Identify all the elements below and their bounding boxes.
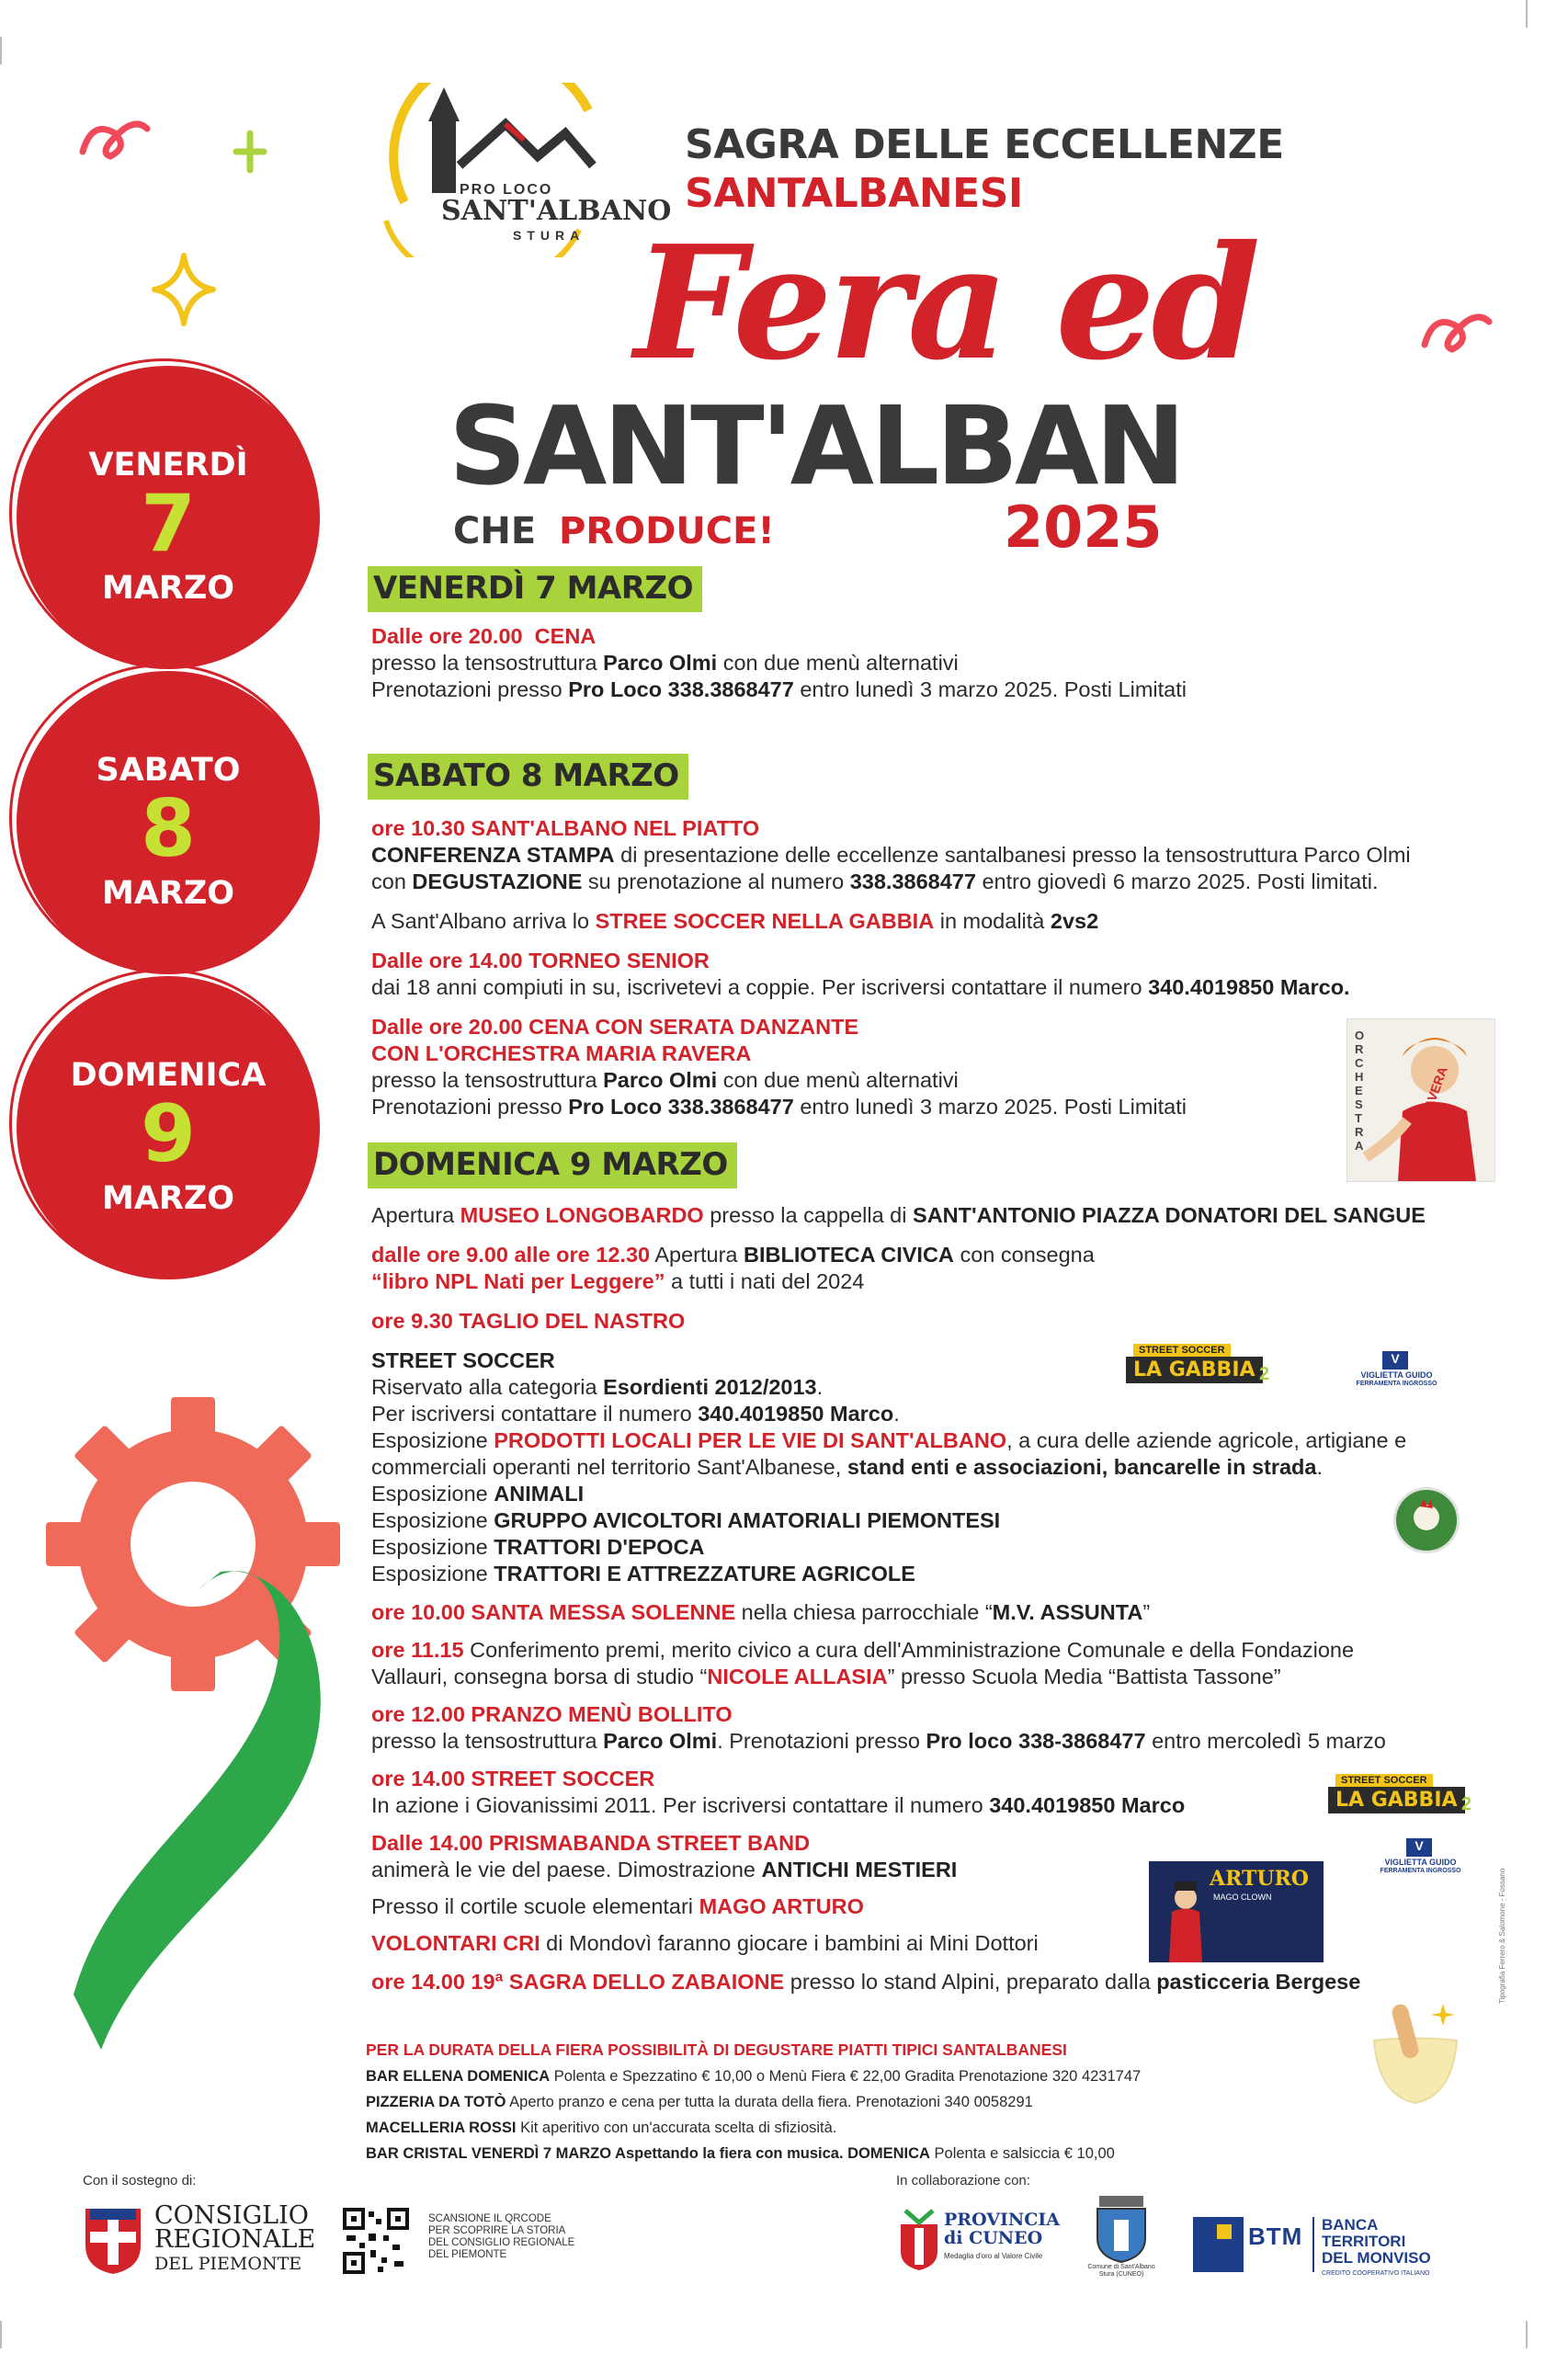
comune-text: Comune di Sant'Albano Stura (CUNEO)	[1087, 2264, 1155, 2278]
sunday-line: ore 14.00 19ª SAGRA DELLO ZABAIONE presso lo stand Alpini, preparato dalla pasticceria Bergese	[371, 1970, 1361, 1994]
squiggle-icon	[74, 110, 156, 175]
sunday-line: Esposizione ANIMALI	[371, 1482, 585, 1506]
sunday-line: Apertura MUSEO LONGOBARDO presso la cappella di SANT'ANTONIO PIAZZA DONATORI DEL SANGUE	[371, 1203, 1426, 1227]
sunday-line: presso la tensostruttura Parco Olmi. Prenotazioni presso Pro loco 338-3868477 entro mercoledì 5 marzo	[371, 1729, 1386, 1753]
logo-name-text: SANT'ALBANO	[441, 195, 672, 227]
mago-arturo-photo	[1149, 1861, 1324, 1962]
arturo-sub-text: MAGO CLOWN	[1213, 1893, 1272, 1902]
qr-code[interactable]	[343, 2208, 409, 2274]
main-title: SANT'ALBAN	[449, 382, 1183, 509]
che-text: CHE	[453, 510, 537, 552]
gabbia-main-text: LA GABBIA	[1126, 1357, 1263, 1383]
saturday-line: A Sant'Albano arriva lo STREE SOCCER NELLA GABBIA in modalità 2vs2	[371, 909, 1099, 933]
date-circle-sunday	[17, 976, 320, 1279]
sparkle-icon	[147, 248, 221, 331]
gabbia-sub-text: 2	[1259, 1364, 1270, 1384]
circle-day: SABATO	[96, 752, 241, 789]
year: 2025	[1004, 494, 1163, 561]
saturday-line: con DEGUSTAZIONE su prenotazione al numero 338.3868477 entro giovedì 6 marzo 2025. Posti limitati.	[371, 870, 1379, 893]
food-line: PIZZERIA DA TOTÒ Aperto pranzo e cena per tutta la durata della fiera. Prenotazioni 340 0058291	[366, 2094, 1033, 2110]
produce-text: PRODUCE!	[559, 510, 775, 552]
provincia-text: PROVINCIA di CUNEO	[944, 2210, 1061, 2248]
sunday-line: VOLONTARI CRI di Mondovì faranno giocare i bambini ai Mini Dottori	[371, 1931, 1039, 1955]
script-title: Fera ed	[634, 211, 1257, 395]
orchestra-name: MARIA RAVERA	[1403, 1064, 1450, 1163]
saturday-title: SABATO 8 MARZO	[368, 754, 688, 800]
sunday-line: Esposizione TRATTORI D'EPOCA	[371, 1535, 705, 1559]
printer-credit: Tipografia Ferrero & Salomone - Fossano	[1498, 1868, 1506, 2004]
friday-line: Prenotazioni presso Pro Loco 338.3868477 entro lunedì 3 marzo 2025. Posti Limitati	[371, 677, 1187, 701]
vigliett-sub-text: FERRAMENTA INGROSSO	[1356, 1381, 1437, 1387]
provincia-cuneo-logo	[896, 2201, 1061, 2284]
vigliett-logo	[1368, 1838, 1473, 1879]
circle-month: MARZO	[102, 875, 234, 912]
banca-territori-logo	[1193, 2217, 1487, 2281]
saturday-line: ore 10.30 SANT'ALBANO NEL PIATTO	[371, 816, 760, 840]
vigliett-sub-text: FERRAMENTA INGROSSO	[1380, 1868, 1461, 1874]
sunday-line: ore 10.00 SANTA MESSA SOLENNE nella chiesa parrocchiale “M.V. ASSUNTA”	[371, 1600, 1151, 1624]
sunday-line: In azione i Giovanissimi 2011. Per iscriversi contattare il numero 340.4019850 Marco	[371, 1793, 1186, 1817]
sunday-line: ore 12.00 PRANZO MENÙ BOLLITO	[371, 1702, 733, 1726]
sunday-line: STREET SOCCER	[371, 1348, 555, 1372]
gabbia-sub-text: 2	[1461, 1794, 1472, 1814]
circle-month: MARZO	[102, 570, 234, 607]
la-gabbia-logo	[1126, 1344, 1273, 1390]
sunday-line: Riservato alla categoria Esordienti 2012/2013.	[371, 1375, 824, 1399]
orchestra-photo	[1346, 1018, 1495, 1182]
sunday-line: ore 9.30 TAGLIO DEL NASTRO	[371, 1309, 686, 1333]
btm-square	[1193, 2217, 1244, 2272]
sunday-line: Per iscriversi contattare il numero 340.4019850 Marco.	[371, 1402, 900, 1426]
sunday-line: Esposizione GRUPPO AVICOLTORI AMATORIALI PIEMONTESI	[371, 1508, 1001, 1532]
sunday-line: “libro NPL Nati per Leggere” a tutti i nati del 2024	[371, 1269, 865, 1293]
la-gabbia-logo	[1328, 1774, 1475, 1820]
sunday-line: ore 14.00 STREET SOCCER	[371, 1767, 655, 1790]
gabbia-top-text: STREET SOCCER	[1133, 1344, 1231, 1357]
logo-top-text: PRO LOCO	[460, 182, 553, 198]
friday-title: VENERDÌ 7 MARZO	[368, 566, 702, 612]
date-circle-friday	[17, 366, 320, 669]
saturday-line: presso la tensostruttura Parco Olmi con due menù alternativi	[371, 1068, 959, 1092]
food-line: BAR CRISTAL VENERDÌ 7 MARZO Aspettando la fiera con musica. DOMENICA Polenta e salsiccia € 10,00	[366, 2145, 1115, 2162]
consiglio-regionale-logo	[81, 2201, 316, 2278]
btm-text: BTM	[1248, 2222, 1303, 2250]
friday-line: presso la tensostruttura Parco Olmi con due menù alternativi	[371, 651, 959, 675]
saturday-line: dai 18 anni compiuti in su, iscrivetevi a coppie. Per iscriversi contattare il numero 340.4019850 Marco.	[371, 975, 1350, 999]
vigliett-main-text: VIGLIETTA GUIDO	[1360, 1370, 1433, 1380]
saturday-line: Dalle ore 20.00 CENA CON SERATA DANZANTE	[371, 1015, 859, 1039]
gabbia-top-text: STREET SOCCER	[1335, 1774, 1433, 1787]
banca-text: BANCA TERRITORI DEL MONVISO	[1322, 2216, 1431, 2267]
sunday-line: Esposizione PRODOTTI LOCALI PER LE VIE DI SANT'ALBANO, a cura delle aziende agricole, artigiane e	[371, 1428, 1407, 1452]
provincia-sub: Medaglia d'oro al Valore Civile	[944, 2252, 1043, 2260]
plus-icon	[232, 129, 268, 175]
circle-number: 9	[141, 1088, 196, 1180]
circle-day: VENERDÌ	[88, 447, 248, 483]
food-line: MACELLERIA ROSSI Kit aperitivo con un'accurata scelta di sfiziosità.	[366, 2120, 837, 2136]
zabaione-cup-icon	[1356, 1995, 1475, 2114]
date-circle-saturday	[17, 671, 320, 974]
saturday-line: Prenotazioni presso Pro Loco 338.3868477 entro lunedì 3 marzo 2025. Posti Limitati	[371, 1095, 1187, 1119]
sagra-line-2: SANTALBANESI	[685, 170, 1023, 217]
friday-line: Dalle ore 20.00 CENA	[371, 624, 597, 648]
sunday-line: Dalle 14.00 PRISMABANDA STREET BAND	[371, 1831, 811, 1855]
vigliett-main-text: VIGLIETTA GUIDO	[1384, 1858, 1457, 1867]
support-label: Con il sostegno di:	[83, 2173, 197, 2188]
circle-month: MARZO	[102, 1180, 234, 1217]
logo-bottom-text: STURA	[513, 228, 585, 243]
pro-loco-logo	[368, 83, 672, 257]
saturday-line: Dalle ore 14.00 TORNEO SENIOR	[371, 949, 710, 972]
v-icon: V	[1382, 1351, 1408, 1370]
consiglio-text: CONSIGLIO REGIONALE DEL PIEMONTE	[154, 2201, 316, 2274]
vigliett-logo	[1344, 1351, 1449, 1392]
gear-ribbon-decoration	[37, 1351, 368, 2105]
avicoltori-logo	[1393, 1487, 1460, 1553]
circle-day: DOMENICA	[70, 1057, 267, 1094]
squiggle-icon	[1415, 303, 1498, 368]
food-line: BAR ELLENA DOMENICA Polenta e Spezzatino € 10,00 o Menù Fiera € 22,00 Gradita Prenotazione 320 4231747	[366, 2068, 1142, 2085]
orchestra-label: ORCHESTRA	[1355, 1029, 1365, 1153]
qr-caption: SCANSIONE IL QRCODE PER SCOPRIRE LA STORIA DEL CONSIGLIO REGIONALE DEL PIEMONTE	[428, 2213, 575, 2260]
sagra-line-1: SAGRA DELLE ECCELLENZE	[685, 121, 1284, 168]
saturday-line: CONFERENZA STAMPA di presentazione delle eccellenze santalbanesi presso la tensostruttura Parco Olmi	[371, 843, 1411, 867]
sunday-line: Esposizione TRATTORI E ATTREZZATURE AGRICOLE	[371, 1562, 915, 1586]
sunday-line: ore 11.15 Conferimento premi, merito civico a cura dell'Amministrazione Comunale e della Fondazione	[371, 1638, 1355, 1662]
sunday-title: DOMENICA 9 MARZO	[368, 1142, 737, 1188]
comune-crest	[1085, 2192, 1158, 2284]
collab-label: In collaborazione con:	[896, 2173, 1030, 2188]
v-icon: V	[1406, 1838, 1432, 1857]
banca-sub: CREDITO COOPERATIVO ITALIANO	[1322, 2270, 1430, 2277]
sunday-line: dalle ore 9.00 alle ore 12.30 Apertura BIBLIOTECA CIVICA con consegna	[371, 1243, 1095, 1267]
sunday-line: Vallauri, consegna borsa di studio “NICOLE ALLASIA” presso Scuola Media “Battista Tassone”	[371, 1665, 1281, 1688]
gabbia-main-text: LA GABBIA	[1328, 1787, 1465, 1813]
arturo-text: ARTURO	[1210, 1867, 1309, 1891]
food-heading: PER LA DURATA DELLA FIERA POSSIBILITÀ DI DEGUSTARE PIATTI TIPICI SANTALBANESI	[366, 2040, 1067, 2059]
sunday-line: Presso il cortile scuole elementari MAGO ARTURO	[371, 1894, 864, 1918]
circle-number: 8	[141, 783, 196, 875]
sunday-line: commerciali operanti nel territorio Sant'Albanese, stand enti e associazioni, bancarelle in strada.	[371, 1455, 1324, 1479]
circle-number: 7	[141, 478, 196, 570]
sunday-line: animerà le vie del paese. Dimostrazione ANTICHI MESTIERI	[371, 1858, 958, 1881]
saturday-line: CON L'ORCHESTRA MARIA RAVERA	[371, 1041, 752, 1065]
